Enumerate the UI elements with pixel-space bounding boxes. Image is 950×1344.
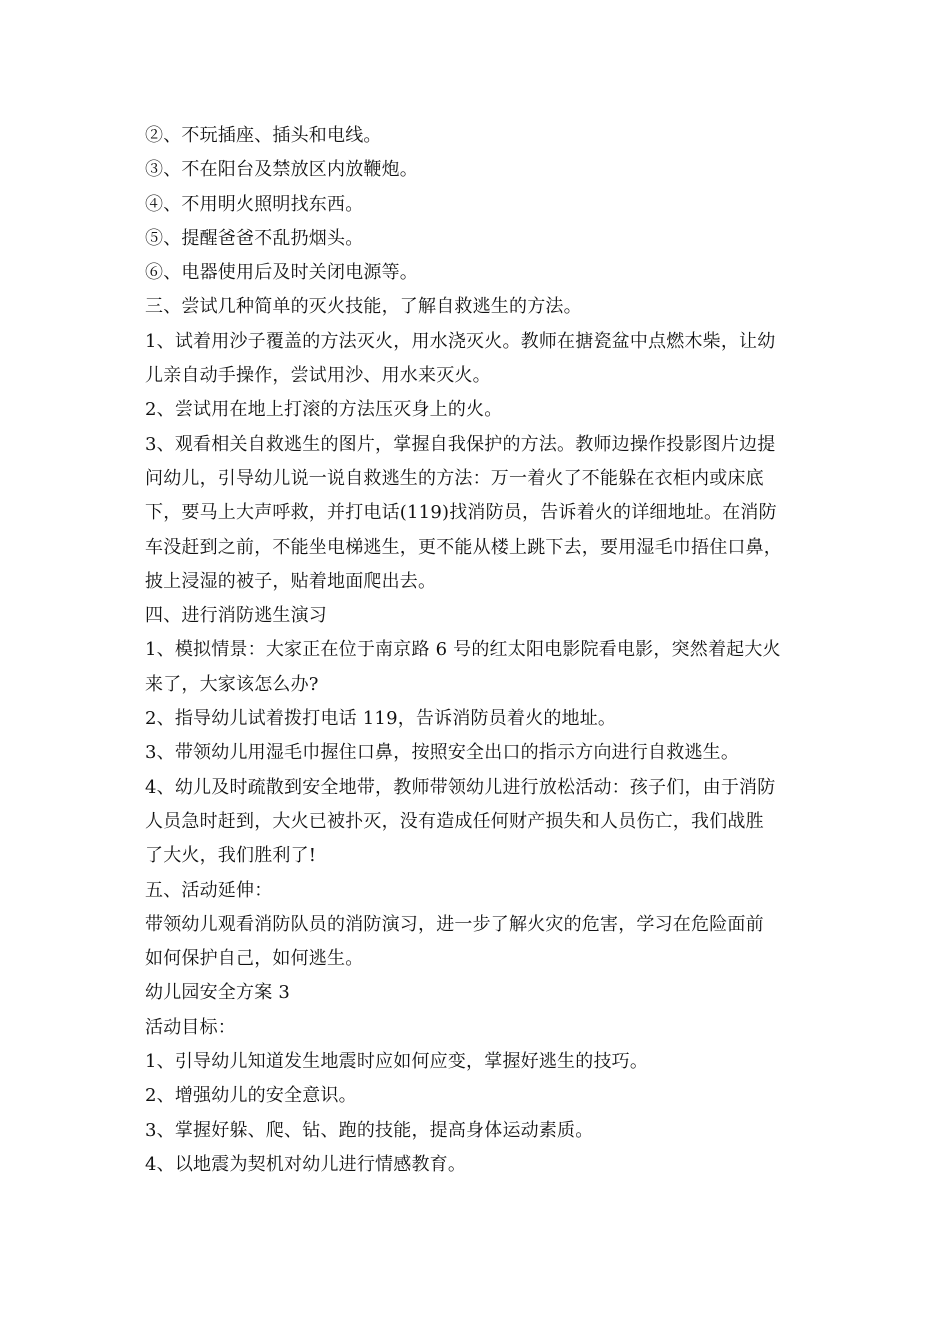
section-heading: 三、尝试几种简单的灭火技能，了解自救逃生的方法。 [145, 296, 582, 318]
text-line: 2、指导幼儿试着拨打电话 119，告诉消防员着火的地址。 [145, 708, 617, 730]
section-heading: 五、活动延伸： [145, 879, 273, 901]
text-line: 带领幼儿观看消防队员的消防演习，进一步了解火灾的危害，学习在危险面前 [145, 913, 764, 935]
document-body [145, 119, 825, 1182]
text-line: 披上浸湿的被子，贴着地面爬出去。 [145, 570, 437, 592]
text-line: 2、增强幼儿的安全意识。 [145, 1085, 357, 1107]
text-line: 如何保护自己，如何逃生。 [145, 948, 364, 970]
section-heading: 四、进行消防逃生演习 [145, 605, 327, 627]
text-line: ③、不在阳台及禁放区内放鞭炮。 [145, 159, 418, 181]
text-line: 3、带领幼儿用湿毛巾握住口鼻，按照安全出口的指示方向进行自救逃生。 [145, 742, 740, 764]
text-line: 2、尝试用在地上打滚的方法压灭身上的火。 [145, 399, 503, 421]
text-line: 车没赶到之前，不能坐电梯逃生，更不能从楼上跳下去，要用湿毛巾捂住口鼻， [145, 536, 782, 558]
text-line: ⑤、提醒爸爸不乱扔烟头。 [145, 227, 364, 249]
text-line: 人员急时赶到，大火已被扑灭，没有造成任何财产损失和人员伤亡，我们战胜 [145, 810, 764, 832]
text-line: 3、掌握好躲、爬、钻、跑的技能，提高身体运动素质。 [145, 1119, 594, 1141]
text-line: 儿亲自动手操作，尝试用沙、用水来灭火。 [145, 365, 491, 387]
text-line: 4、以地震为契机对幼儿进行情感教育。 [145, 1153, 467, 1175]
text-line: 下，要马上大声呼救，并打电话(119)找消防员，告诉着火的详细地址。在消防 [145, 502, 777, 524]
text-line: ⑥、电器使用后及时关闭电源等。 [145, 262, 418, 284]
plan-title: 幼儿园安全方案 3 [145, 982, 290, 1004]
text-line: 1、试着用沙子覆盖的方法灭火，用水浇灭火。教师在搪瓷盆中点燃木柴，让幼 [145, 330, 776, 352]
section-heading: 活动目标： [145, 1016, 236, 1038]
text-line: 了大火，我们胜利了! [145, 845, 317, 867]
text-line: 4、幼儿及时疏散到安全地带，教师带领幼儿进行放松活动：孩子们，由于消防 [145, 776, 776, 798]
text-line: 3、观看相关自救逃生的图片，掌握自我保护的方法。教师边操作投影图片边提 [145, 433, 776, 455]
text-line: ④、不用明火照明找东西。 [145, 193, 364, 215]
text-line: 问幼儿，引导幼儿说一说自救逃生的方法：万一着火了不能躲在衣柜内或床底 [145, 467, 764, 489]
text-line: 1、引导幼儿知道发生地震时应如何应变，掌握好逃生的技巧。 [145, 1051, 649, 1073]
text-line: 1、模拟情景：大家正在位于南京路 6 号的红太阳电影院看电影，突然着起大火 [145, 639, 781, 661]
text-line: 来了，大家该怎么办? [145, 673, 319, 695]
text-line: ②、不玩插座、插头和电线。 [145, 125, 382, 146]
